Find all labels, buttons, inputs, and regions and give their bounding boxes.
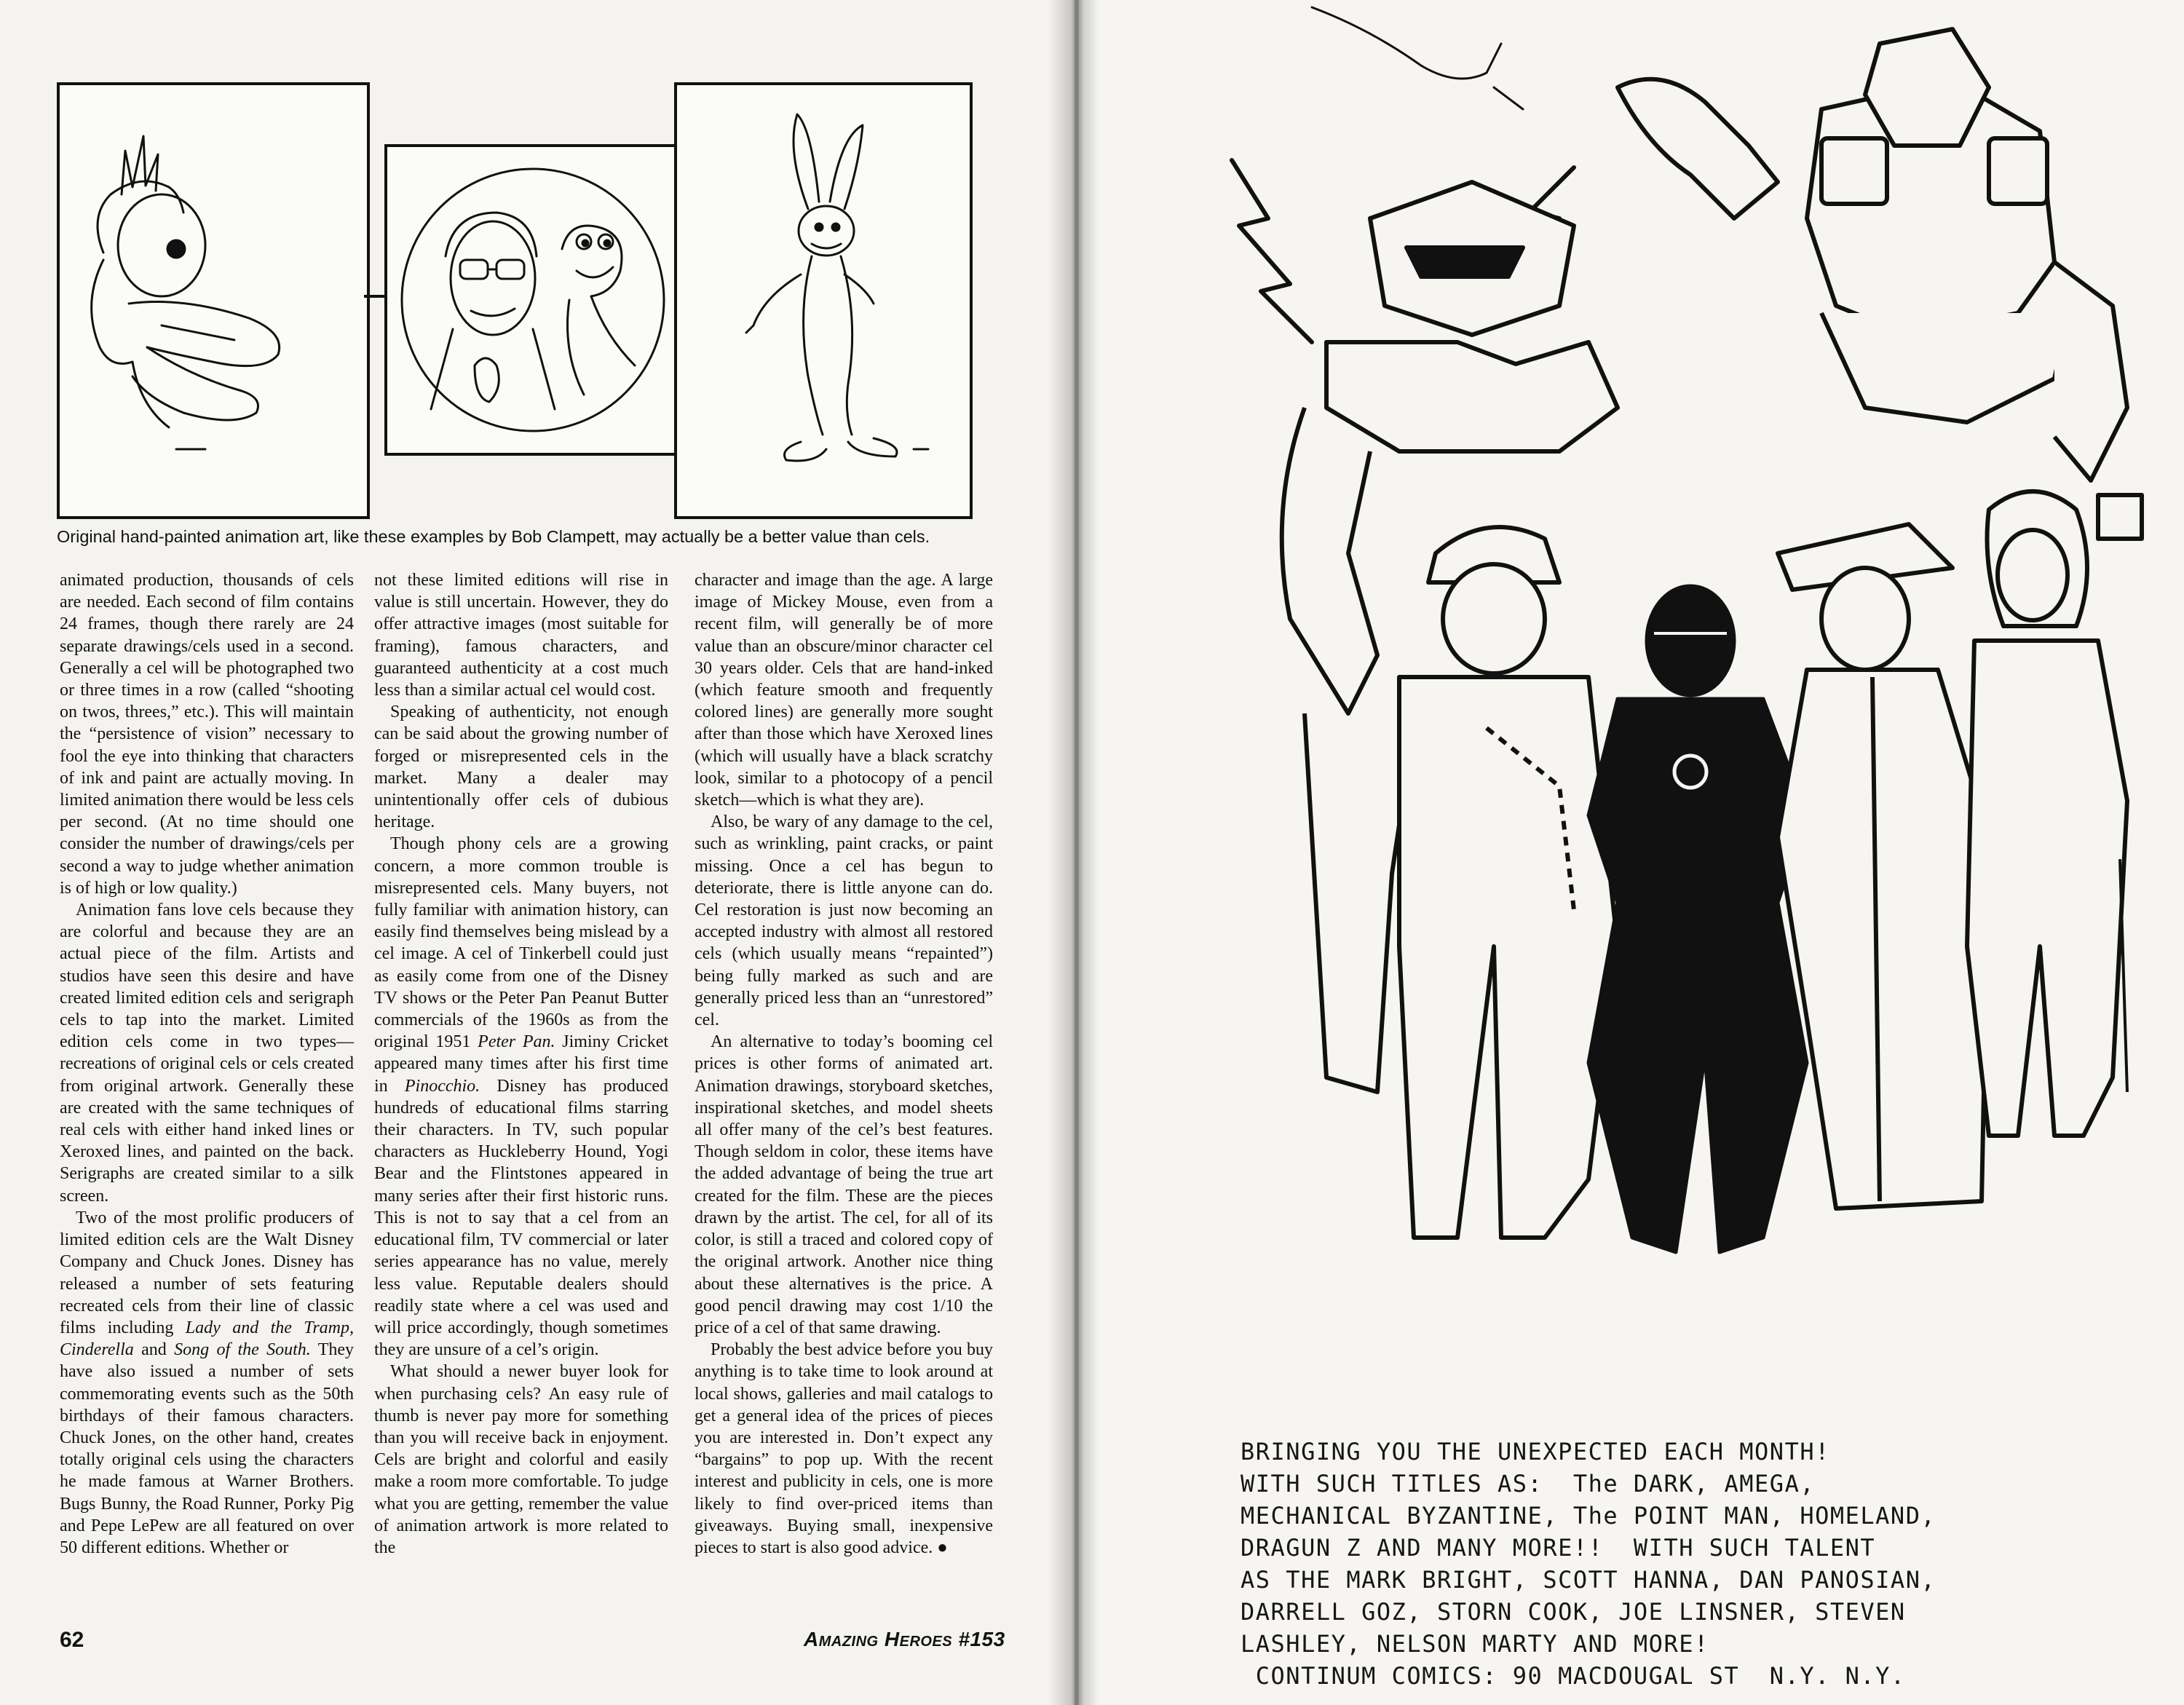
ad-line: DRAGUN Z AND MANY MORE!! WITH SUCH TALENT — [1241, 1534, 1876, 1562]
film-title: Lady and the Tramp, Cinderella — [60, 1318, 355, 1360]
text-run: Two of the most prolific producers of limited edition cels are the Walt Disney Company and Chuck Jones. Disney has released a number of sets featuring recreated cels from their line of classic films including — [60, 1208, 354, 1337]
article-column-2 — [374, 569, 668, 1559]
text-run: Though phony cels are a growing concern, a more common trouble is misrepresented cels. Many buyers, not fully familiar with animation history, can easily find themselves being mislead by a cel image. A cel of Tinkerbell could just as easily come from one of the Disney TV shows or the Peter Pan Peanut Butter commercials of the 1960s as from the original 1951 — [374, 834, 668, 1052]
paragraph: Also, be wary of any damage to the cel, such as wrinkling, paint cracks, or paint missing. Once a cel has begun to deteriorate, there is little anyone can do. Cel restoration is just now becoming an accepted industry with almost all restored cels (which usually means “repainted”) being fully marked as such and are generally priced less than an “unrestored” cel. — [695, 812, 993, 1030]
clampett-portrait-drawing — [384, 144, 681, 456]
ad-line: AS THE MARK BRIGHT, SCOTT HANNA, DAN PANOSIAN, — [1241, 1566, 1936, 1594]
paragraph: animated production, thousands of cels are needed. Each second of film contains 24 frames, though there rarely are 24 separate drawings/cels used in a second. Generally a cel will be photographed two or three times in a row (called “shooting on twos, threes,” etc.). This will maintain the “persistence of vision” necessary to fool the eye into thinking that characters of ink and paint are actually moving. In limited animation there would be less cels per second. (At no time should one consider the number of drawings/cels per second a way to judge whether animation is of high or low quality.) — [60, 571, 354, 898]
paragraph: An alternative to today’s booming cel prices is other forms of animated art. Animation drawings, storyboard sketches, inspirational sketches, and model sheets all offer many of the cel’s best features. Though seldom in color, these items have the added advantage of being the true art created for the film. These are the pieces drawn by the artist. The cel, for all of its color, is still a traced and colored copy of the original artwork. Another nice thing about these alternatives is the price. A good pencil drawing may cost 1/10 the price of a cel of that same drawing. — [695, 1032, 993, 1337]
text-run: and — [141, 1340, 167, 1360]
text-run: They have also issued a number of sets commemorating events such as the 50th birthdays of their famous characters. Chuck Jones, on the other hand, creates totally original cels using the characters he made famous at Warner Brothers. Bugs Bunny, the Road Runner, Porky Pig and Pepe LePew are all featured on over 50 different editions. Whether or — [60, 1340, 354, 1557]
figure-caption: Original hand-painted animation art, like these examples by Bob Clampett, may actually be a better value than cels. — [57, 527, 930, 546]
figure-connector — [364, 295, 386, 298]
film-title: Pinocchio. — [404, 1076, 480, 1096]
clampett-illustration — [387, 147, 678, 453]
left-page — [0, 0, 1075, 1705]
bugs-bunny-drawing — [674, 82, 973, 519]
magazine-running-foot: Amazing Heroes #153 — [804, 1628, 1005, 1650]
paragraph: Animation fans love cels because they are colorful and because they are an actual piece of the film. Artists and studios have seen this desire and have created limited edition cels and serigraph cels to tap into the market. Limited edition cels come in two types—recreations of original cels or cels created from original artwork. Generally these are created with the same techniques of real cels with either hand inked lines or Xeroxed lines, and painted on the back. Serigraphs are created similar to a silk screen. — [60, 901, 354, 1206]
daffy-duck-drawing — [57, 82, 370, 519]
bugs-bunny-illustration — [677, 85, 970, 516]
heroes-group-drawing — [1181, 0, 2171, 1310]
paragraph — [374, 833, 668, 1361]
film-title: Song of the South. — [174, 1340, 311, 1360]
paragraph: What should a newer buyer look for when purchasing cels? An easy rule of thumb is never pay more for something than you will receive back in enjoyment. Cels are bright and colorful and easily make a room more comfortable. To judge what you are getting, remember the value of animation artwork is more related to the — [374, 1362, 668, 1557]
ad-line: LASHLEY, NELSON MARTY AND MORE! — [1241, 1630, 1709, 1658]
article-column-1 — [60, 569, 354, 1559]
text-run: Jiminy Cricket appeared many times after his first time in — [374, 1032, 669, 1096]
ad-line: DARRELL GOZ, STORN COOK, JOE LINSNER, STEVEN — [1241, 1598, 1906, 1626]
text-run: Disney has produced hundreds of educational films starring their characters. In TV, such popular characters as Huckleberry Hound, Yogi Bear and the Flintstones appeared in many series after their first historic runs. This is not to say that a cel from an educational film, TV commercial or later series appearance has no value, merely less value. Reputable dealers should readily state where a cel was used and will price accordingly, though sometimes they are unsure of a cel’s origin. — [374, 1076, 669, 1360]
right-page-advertisement — [1079, 0, 2184, 1705]
paragraph — [60, 1207, 354, 1559]
paragraph: character and image than the age. A large image of Mickey Mouse, even from a recent film, will generally be of more value than an obscure/minor character cel 30 years older. Cels that are hand-inked (which feature smooth and frequently colored lines) are generally more sought after than those which have Xeroxed lines (which will usually have a black scratchy look, similar to a photocopy of a pencil sketch—which is what they are). — [695, 571, 993, 810]
ad-line: CONTINUM COMICS: 90 MACDOUGAL ST N.Y. N.Y. — [1241, 1662, 1906, 1690]
publisher-ad-copy — [1241, 1436, 2158, 1692]
paragraph: Probably the best advice before you buy anything is to take time to look around at local shows, galleries and mail catalogs to get a general idea of the prices of pieces you are interested in. Don’t expect any “bargains” to pop up. With the recent interest and publicity in cels, one is more likely to find over-priced items than giveaways. Buying small, inexpensive pieces to start is also good advice. ● — [695, 1340, 993, 1557]
page-number: 62 — [60, 1628, 84, 1652]
ad-line: MECHANICAL BYZANTINE, The POINT MAN, HOMELAND, — [1241, 1502, 1936, 1530]
ad-line: WITH SUCH TITLES AS: The DARK, AMEGA, — [1241, 1470, 1816, 1498]
comic-heroes-illustration — [1181, 0, 2171, 1310]
article-column-3 — [695, 569, 993, 1559]
daffy-duck-illustration — [60, 85, 367, 516]
ad-line: BRINGING YOU THE UNEXPECTED EACH MONTH! — [1241, 1438, 1830, 1465]
film-title: Peter Pan. — [478, 1032, 555, 1052]
paragraph: Speaking of authenticity, not enough can be said about the growing number of forged or misrepresented cels in the market. Many a dealer may unintentionally offer cels of dubious heritage. — [374, 703, 668, 832]
paragraph: not these limited editions will rise in value is still uncertain. However, they do offer attractive images (most suitable for framing), famous characters, and guaranteed authenticity at a cost much less than a similar actual cel would cost. — [374, 571, 668, 700]
